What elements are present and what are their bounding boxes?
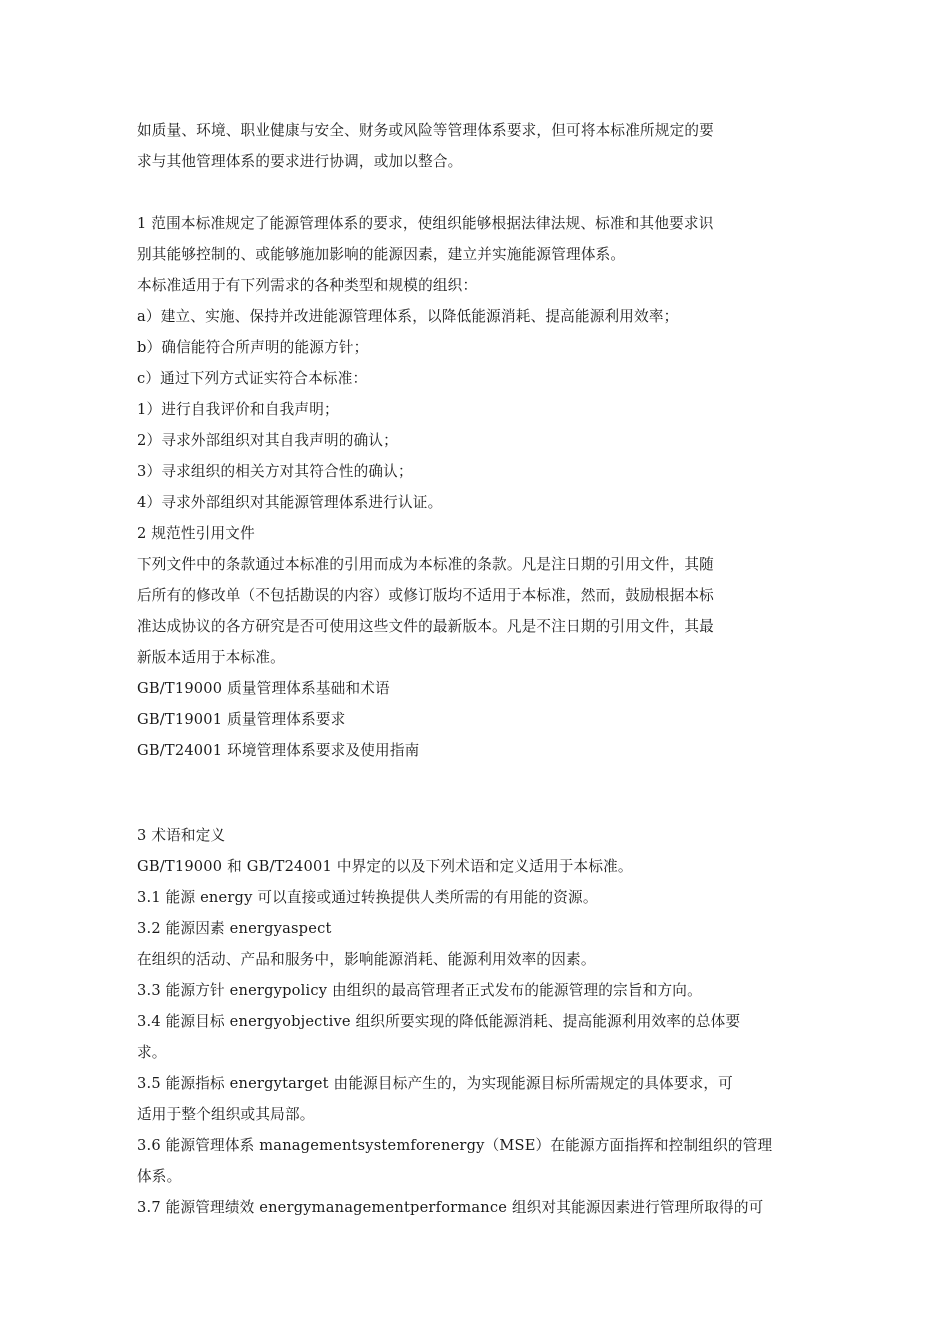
text-line: 后所有的修改单（不包括勘误的内容）或修订版均不适用于本标准，然而，鼓励根据本标 (137, 587, 714, 604)
text-line: 准达成协议的各方研究是否可使用这些文件的最新版本。凡是不注日期的引用文件，其最 (137, 618, 714, 635)
list-item: 2）寻求外部组织对其自我声明的确认； (137, 432, 398, 449)
section-scope-and-references (137, 208, 827, 766)
list-item: b）确信能符合所声明的能源方针； (137, 339, 369, 356)
list-item: 3）寻求组织的相关方对其符合性的确认； (137, 463, 413, 480)
text-line: 下列文件中的条款通过本标准的引用而成为本标准的条款。凡是注日期的引用文件，其随 (137, 556, 714, 573)
section-heading-scope: 1 范围本标准规定了能源管理体系的要求，使组织能够根据法律法规、标准和其他要求识 (137, 215, 714, 232)
definition-item: 3.6 能源管理体系 managementsystemforenergy（MSE）在能源方面指挥和控制组织的管理 (137, 1137, 773, 1154)
text-line: 在组织的活动、产品和服务中，影响能源消耗、能源利用效率的因素。 (137, 951, 596, 968)
text-line: 本标准适用于有下列需求的各种类型和规模的组织： (137, 277, 478, 294)
definition-item: 3.3 能源方针 energypolicy 由组织的最高管理者正式发布的能源管理的宗旨和方向。 (137, 982, 702, 999)
text-line: 新版本适用于本标准。 (137, 649, 285, 666)
list-item: a）建立、实施、保持并改进能源管理体系，以降低能源消耗、提高能源利用效率； (137, 308, 679, 325)
text-line: 求与其他管理体系的要求进行协调，或加以整合。 (137, 153, 463, 170)
reference-item: GB/T24001 环境管理体系要求及使用指南 (137, 742, 420, 759)
text-line: 求。 (137, 1044, 167, 1061)
list-item: 4）寻求外部组织对其能源管理体系进行认证。 (137, 494, 443, 511)
list-item: c）通过下列方式证实符合本标准： (137, 370, 368, 387)
section-heading-normative-references: 2 规范性引用文件 (137, 525, 255, 542)
list-item: 1）进行自我评价和自我声明； (137, 401, 339, 418)
text-line: 体系。 (137, 1168, 182, 1185)
definition-item: 3.4 能源目标 energyobjective 组织所要实现的降低能源消耗、提高能源利用效率的总体要 (137, 1013, 741, 1030)
definition-item: 3.1 能源 energy 可以直接或通过转换提供人类所需的有用能的资源。 (137, 889, 598, 906)
text-line: 如质量、环境、职业健康与安全、财务或风险等管理体系要求，但可将本标准所规定的要 (137, 122, 714, 139)
section-terms-and-definitions (137, 820, 827, 1223)
definition-item: 3.5 能源指标 energytarget 由能源目标产生的，为实现能源目标所需规定的具体要求，可 (137, 1075, 733, 1092)
intro-paragraph (137, 115, 827, 177)
section-heading-terms: 3 术语和定义 (137, 827, 226, 844)
text-line: 别其能够控制的、或能够施加影响的能源因素，建立并实施能源管理体系。 (137, 246, 626, 263)
text-line: 适用于整个组织或其局部。 (137, 1106, 315, 1123)
definition-item: 3.2 能源因素 energyaspect (137, 920, 332, 937)
reference-item: GB/T19001 质量管理体系要求 (137, 711, 346, 728)
definition-item: 3.7 能源管理绩效 energymanagementperformance 组织对其能源因素进行管理所取得的可 (137, 1199, 764, 1216)
reference-item: GB/T19000 质量管理体系基础和术语 (137, 680, 390, 697)
text-line: GB/T19000 和 GB/T24001 中界定的以及下列术语和定义适用于本标准。 (137, 858, 633, 875)
